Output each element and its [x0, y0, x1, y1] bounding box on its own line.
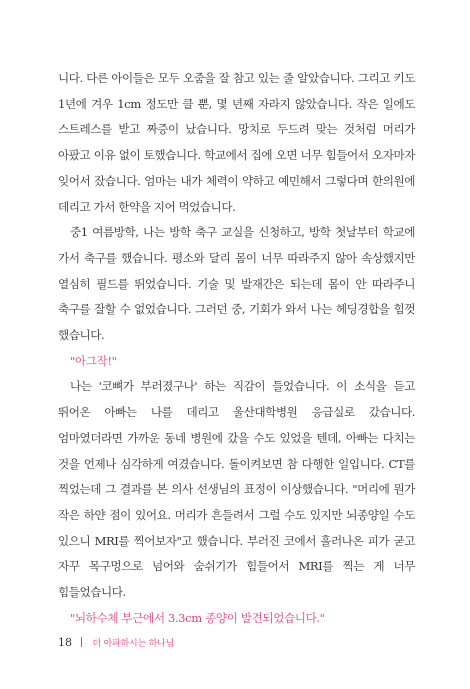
- paragraph-1: 니다. 다른 아이들은 모두 오줌을 잘 참고 있는 줄 알았습니다. 그리고 키도 1년에 겨우 1cm 정도만 클 뿐, 몇 년째 자라지 않았습니다. 작은 일에도 스트레스를 받고 짜증이 났습니다. 망치로 두드려 맞는 것처럼 머리가 아팠고 이유 없이 토했습니다. 학교에서 집에 오면 너무 힘들어서 오자마자 잊어서 잤습니다. 엄마는 내가 체력이 약하고 예민해서 그렇다며 한의원에 데리고 가서 한약을 지어 먹었습니다.: [58, 71, 415, 214]
- paragraph-2: 중1 여름방학, 나는 방학 축구 교실을 신청하고, 방학 첫날부터 학교에 가서 축구를 했습니다. 평소와 달리 몸이 너무 따라주지 않아 속상했지만 열심히 필드를 뛰었습니다. 기술 및 발재간은 되는데 몸이 안 따라주니 축구를 잘할 수 없었습니다. 그러던 중, 기회가 와서 나는 헤딩경합을 힘껏 했습니다.: [58, 225, 415, 343]
- page-footer: [58, 636, 174, 649]
- running-book-title: 더 아파하시는 하나님: [92, 639, 175, 649]
- body-text: [58, 66, 415, 631]
- paragraph-3: 나는 '코뼈가 부러졌구나' 하는 직감이 들었습니다. 이 소식을 듣고 뛰어온 아빠는 나를 데리고 울산대학병원 응급실로 갔습니다. 엄마였더라면 가까운 동네 병원에 갔을 수도 있었을 텐데, 아빠는 다치는 것을 언제나 심각하게 여겼습니다. 돌이켜보면 참 다행한 일입니다. CT를 찍었는데 그 결과를 본 의사 선생님의 표정이 이상했습니다. "머리에 뭔가 작은 하얀 점이 있어요. 머리가 흔들려서 그럴 수도 있지만 뇌종양일 수도 있으니 MRI를 찍어보자"고 했습니다. 부러진 코에서 흘러나온 피가 굳고 자꾸 목구멍으로 넘어와 숨쉬기가 힘들어서 MRI를 찍는 게 너무 힘들었습니다.: [58, 379, 415, 600]
- quote-sound: "아그작!": [70, 353, 117, 368]
- quote-diagnosis: "뇌하수체 부근에서 3.3cm 종양이 발견되었습니다.": [70, 610, 325, 625]
- page-number: 18: [58, 636, 72, 649]
- footer-divider: [81, 637, 82, 647]
